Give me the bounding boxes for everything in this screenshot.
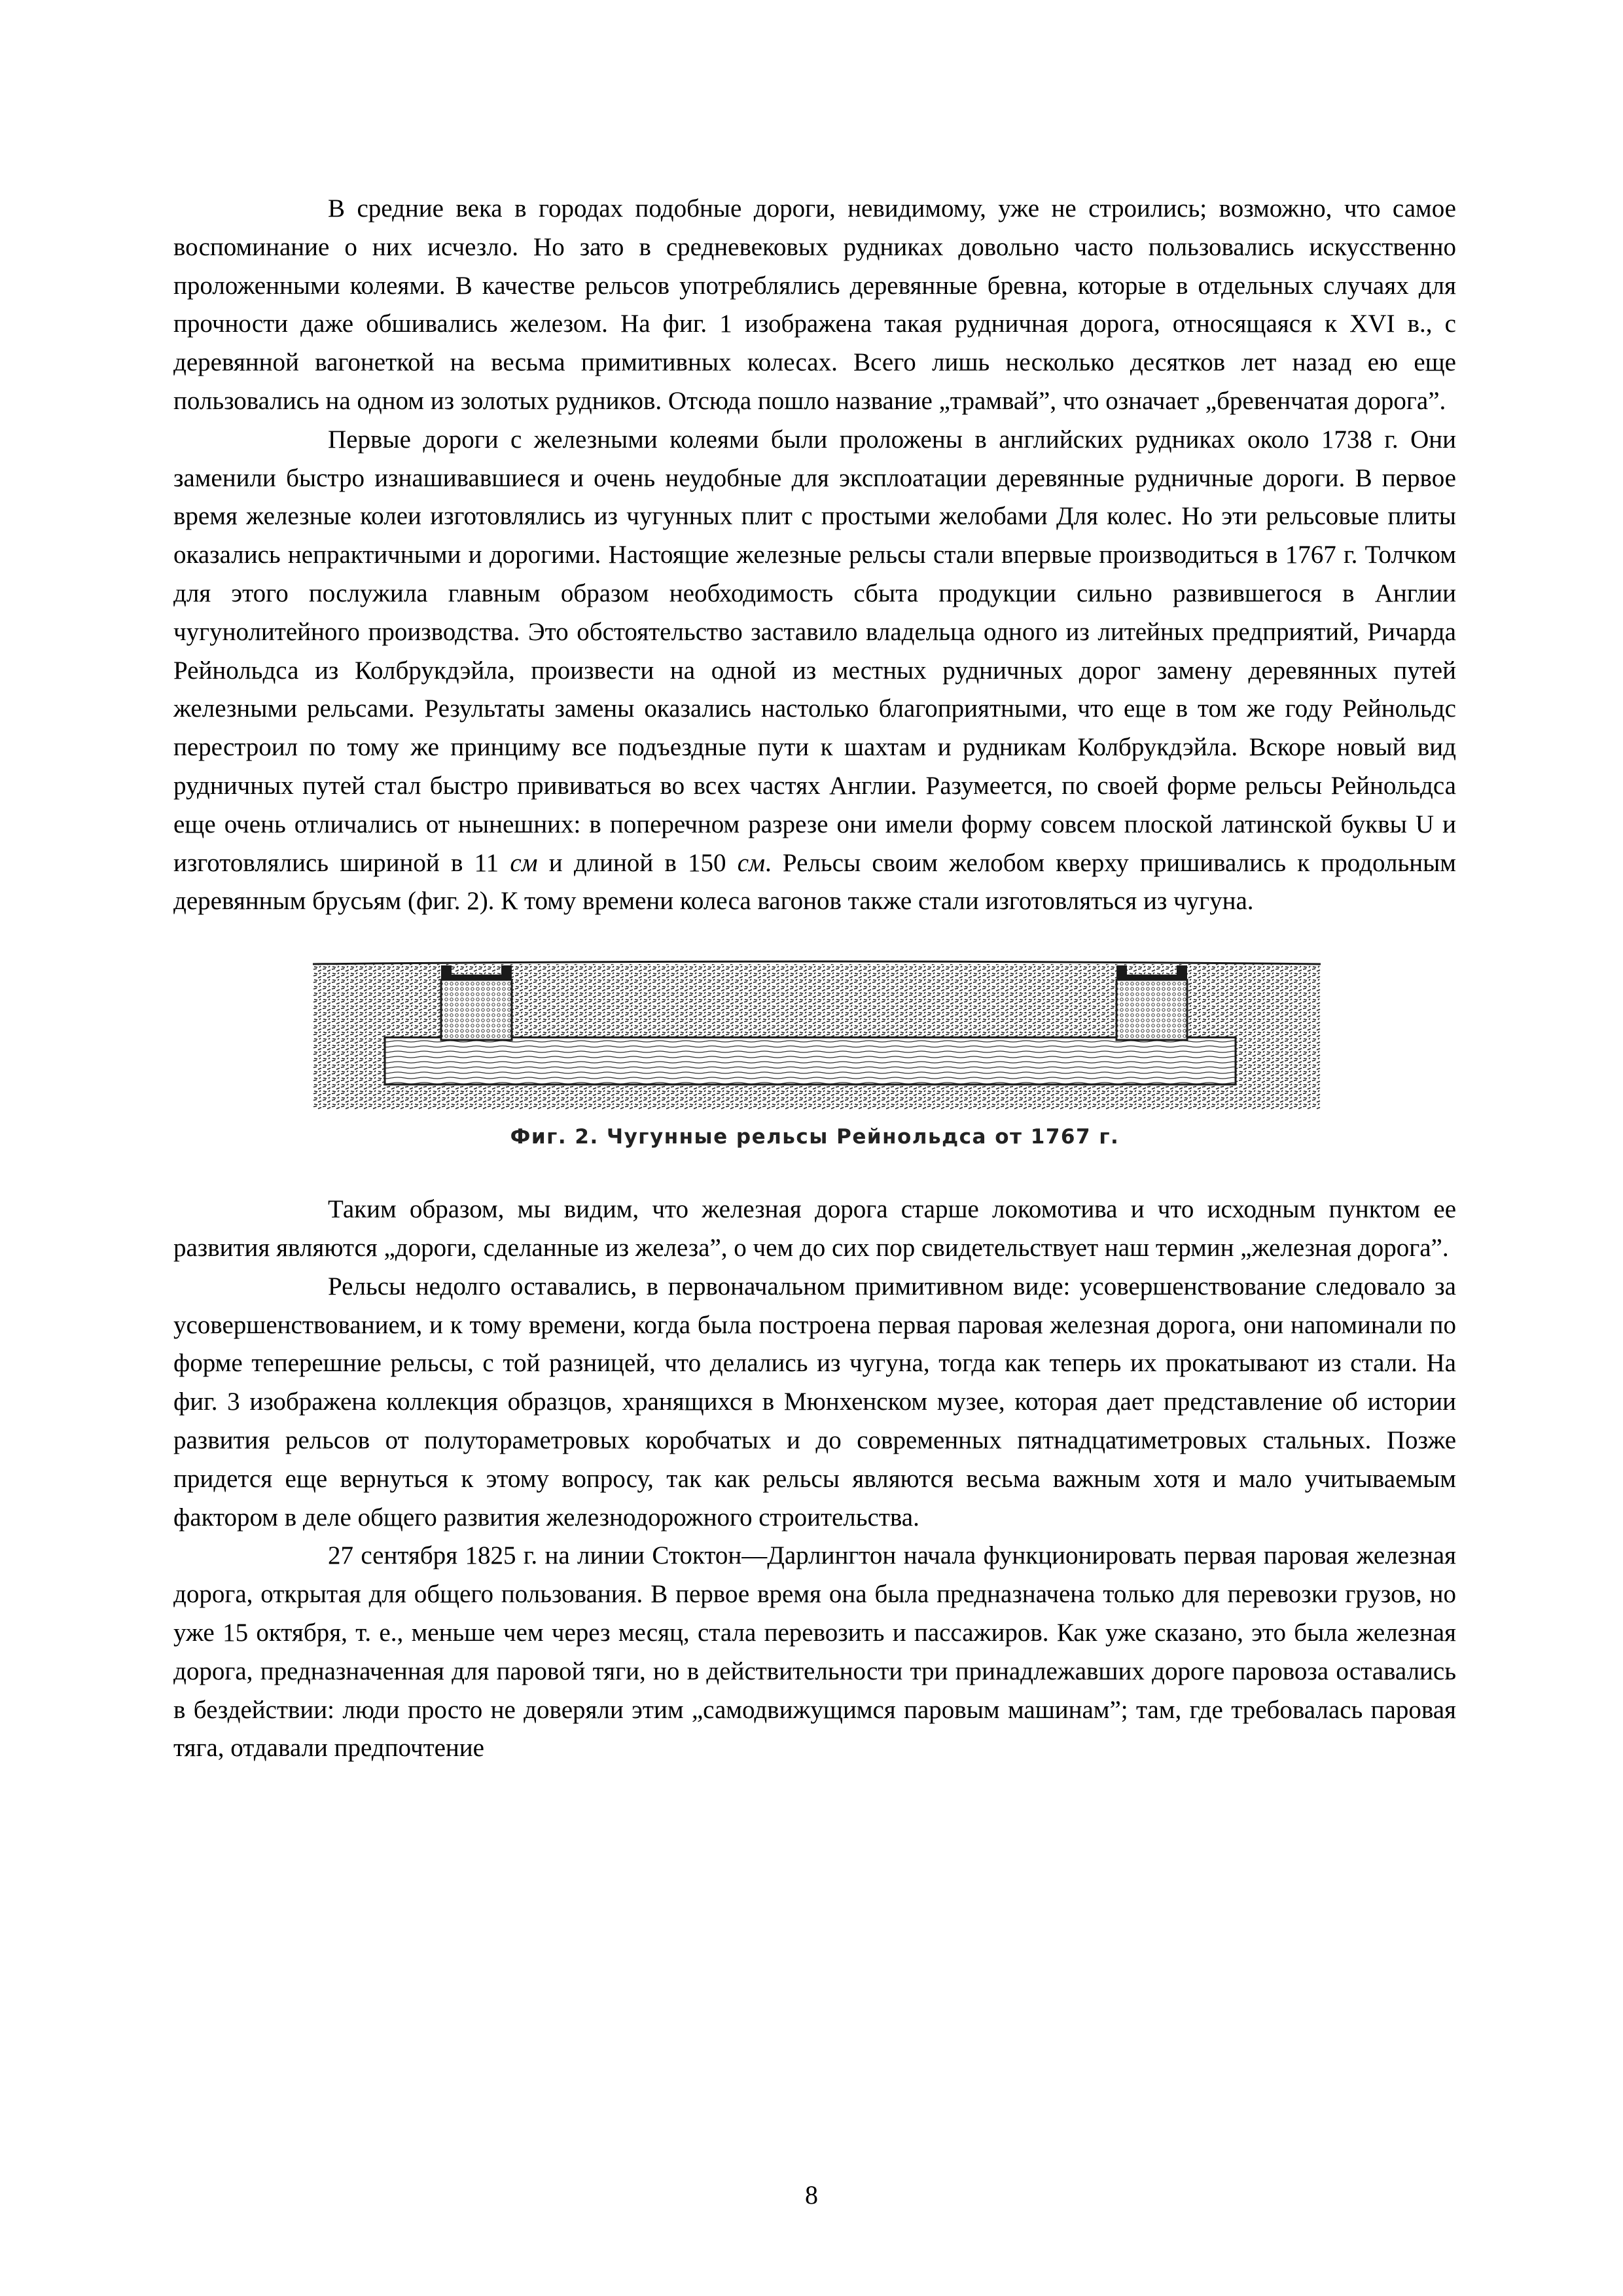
paragraph-stockton-darlington: 27 сентября 1825 г. на линии Стоктон—Дарлингтон начала функционировать первая паровая железная дорога, открытая для общего пользования. В первое время она была предназначена только для перевозки грузов, но уже 15 октября, т. е., меньше чем через месяц, стала перевозить и пассажиров. Как уже сказано, это была железная дорога, предназначенная для паровой тяги, но в действительности три принадлежавших дороге паровоза оставались в бездействии: люди просто не доверяли этим „самодвижущимся паровым машинам”; там, где требовалась паровая тяга, отдавали предпочтение	[173, 1541, 1456, 1763]
paragraph-iron-rails-text-1: Первые дороги с железными колеями были проложены в английских рудниках около 1738 г. Они заменили быстро изнашивавшиеся и очень неудобные для эксплоатации деревянные рудничные дороги. В первое время железные колеи изготовлялись из чугунных плит с простыми желобами Для колес. Но эти рельсовые плиты оказались непрактичными и дорогими. Настоящие железные рельсы стали впервые производиться в 1767 г. Толчком для этого послужила главным образом необходимость сбыта продукции сильно развившегося в Англии чугунолитейного производства. Это обстоятельство заставило владельца одного из литейных предприятий, Ричарда Рейнольдса из Колбрукдэйла, произвести на одной из местных рудничных дорог замену деревянных путей железными рельсами. Результаты замены оказались настолько благоприятными, что еще в том же году Рейнольдс перестроил по тому же принциму все подъездные пути к шахтам и рудникам Колбрукдэйла. Вскоре новый вид рудничных путей стал быстро прививаться во всех частях Англии. Разумеется, по своей форме рельсы Рейнольдса еще очень отличались от нынешних: в поперечном разрезе они имели форму совсем плоской латинской буквы U и изготовлялись шириной в 11	[173, 425, 1456, 877]
page-body	[173, 190, 1456, 1768]
figure-2	[173, 955, 1456, 1164]
unit-cm-2: см	[737, 848, 765, 877]
timber-sleeper	[385, 1037, 1236, 1085]
paragraph-rail-evolution: Рельсы недолго оставались, в первоначальном примитивном виде: усовершенствование следовало за усовершенствованием, и к тому времени, когда была построена первая паровая железная дорога, они напоминали по форме теперешние рельсы, с той разницей, что делались из чугуна, тогда как теперь их прокатывают из стали. На фиг. 3 изображена коллекция образцов, хранящихся в Мюнхенском музее, которая дает представление об истории развития рельсов от полутораметровых коробчатых и до современных пятнадцатиметровых стальных. Позже придется еще вернуться к этому вопросу, так как рельсы являются весьма важным хотя и мало учитываемым фактором в деле общего развития железнодорожного строительства.	[173, 1272, 1456, 1532]
paragraph-railway-older: Таким образом, мы видим, что железная дорога старше локомотива и что исходным пунктом ее развития являются „дороги, сделанные из железа”, о чем до сих пор свидетельствует наш термин „железная дорога”.	[173, 1195, 1456, 1262]
paragraph-iron-rails	[173, 421, 1456, 921]
figure-2-caption: Фиг. 2. Чугунные рельсы Рейнольдса от 1767 г.	[510, 1125, 1120, 1149]
right-wooden-beam	[1116, 980, 1187, 1040]
page-number: 8	[805, 2180, 818, 2210]
paragraph-middle-ages: В средние века в городах подобные дороги, невидимому, уже не строились; возможно, что самое воспоминание о них исчезло. Но зато в средневековых рудниках довольно часто пользовались искусственно проложенными колеями. В качестве рельсов употреблялись деревянные бревна, которые в отдельных случаях для прочности даже обшивались железом. На фиг. 1 изображена такая рудничная дорога, относящаяся к XVI в., с деревянной вагонеткой на весьма примитивных колесах. Всего лишь несколько десятков лет назад ею еще пользовались на одном из золотых рудников. Отсюда пошло название „трамвай”, что означает „бревенчатая дорога”.	[173, 194, 1456, 415]
paragraph-iron-rails-text-3: . Рельсы своим желобом кверху пришивались к продольным деревянным брусьям (фиг. 2). К тому времени колеса вагонов также стали изготовляться из чугуна.	[173, 848, 1456, 916]
left-wooden-beam	[441, 980, 512, 1040]
unit-cm-1: см	[510, 848, 538, 877]
paragraph-iron-rails-text-2: и длиной в 150	[537, 848, 738, 877]
figure-2-illustration	[313, 955, 1321, 1115]
